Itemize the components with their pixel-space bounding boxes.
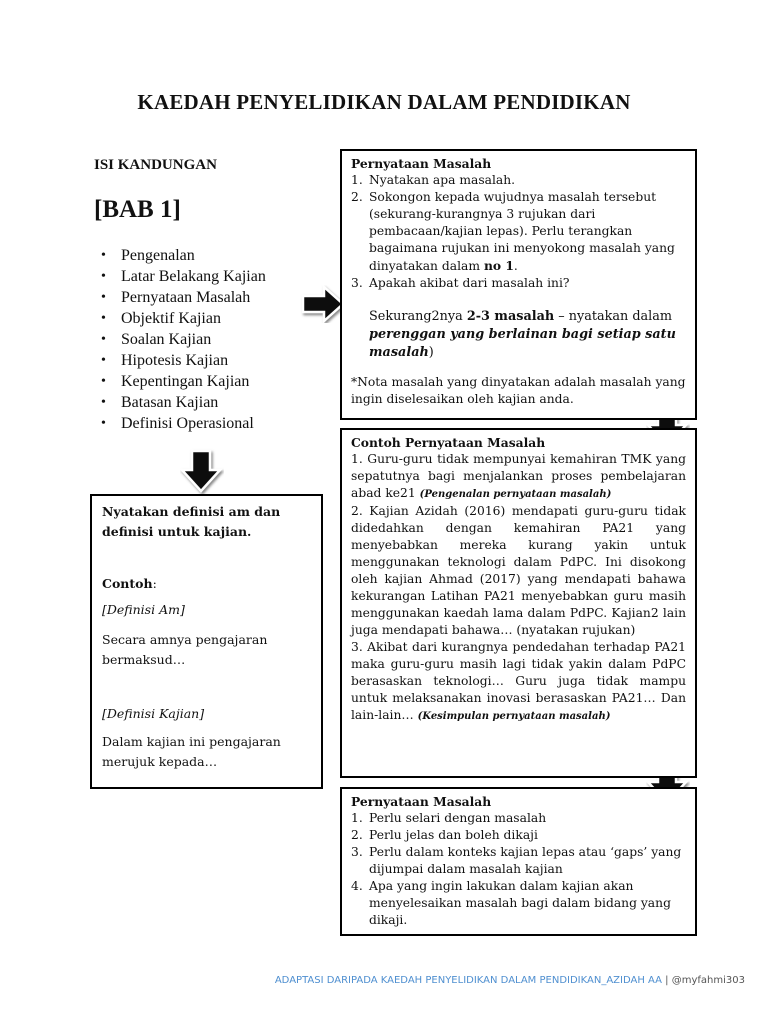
toc-item: • Soalan Kajian	[100, 329, 266, 350]
note-emphasis: 2-3 masalah	[466, 309, 555, 324]
footer-separator: |	[662, 975, 672, 986]
footer	[0, 975, 745, 986]
toc-item: • Pengenalan	[100, 245, 266, 266]
criteria-box: Pernyataan Masalah 1. Perlu selari dengan masalah 2. Perlu jelas dan boleh dikaji 3. Perlu dalam konteks kajian lepas atau ‘gaps’ yang dijumpai dalam masalah kajian 4. Apa yang ingin lakukan dalam kajian akan menyelesaikan masalah bagi dalam bidang yang dikaji.	[340, 787, 697, 936]
chapter-label: [BAB 1]	[94, 196, 181, 223]
toc-heading: ISI KANDUNGAN	[94, 157, 217, 173]
toc-item: • Objektif Kajian	[100, 308, 266, 329]
example-annotation: (Kesimpulan pernyataan masalah)	[417, 711, 611, 722]
note-italic: perenggan yang berlainan bagi setiap satu masalah	[369, 327, 676, 360]
footer-source: ADAPTASI DARIPADA KAEDAH PENYELIDIKAN DALAM PENDIDIKAN_AZIDAH AA	[274, 975, 662, 986]
general-definition-text: Secara amnya pengajaran bermaksud…	[102, 632, 268, 667]
criteria-item: Perlu dalam konteks kajian lepas atau ‘gaps’ yang dijumpai dalam masalah kajian	[369, 845, 682, 876]
page-title: KAEDAH PENYELIDIKAN DALAM PENDIDIKAN	[137, 90, 631, 114]
toc-item: • Definisi Operasional	[100, 413, 266, 434]
footer-handle: @myfahmi303	[671, 975, 745, 986]
problem-item: Sokongon kepada wujudnya masalah tersebut (sekurang-kurangnya 3 rujukan dari pembacaan/kajian lepas). Perlu terangkan bagaimana rujukan ini menyokong masalah yang dinyatakan dalam	[369, 190, 675, 273]
criteria-item: Perlu selari dengan masalah	[369, 811, 547, 825]
general-definition-label: [Definisi Am]	[102, 602, 185, 617]
example-paragraph: 1. Guru-guru tidak mempunyai kemahiran TMK yang sepatutnya bagi menjalankan proses pembelajaran abad ke21	[351, 452, 686, 500]
criteria-item: Apa yang ingin lakukan dalam kajian akan menyelesaikan masalah bagi dalam bidang yang dikaji.	[369, 879, 671, 927]
arrow-down-icon	[180, 448, 224, 494]
example-paragraph: 3. Akibat dari kurangnya pendedahan terhadap PA21 maka guru-guru masih lagi tidak yakin dalam PdPC berasaskan teknologi… Guru juga tidak mampu untuk melaksanakan inovasi berasaskan PA21… Dan lain-lain…	[351, 640, 686, 722]
problem-item-end: .	[513, 259, 518, 273]
definition-heading: Nyatakan definisi am dan definisi untuk kajian.	[102, 504, 281, 539]
problem-footnote: *Nota masalah yang dinyatakan adalah masalah yang ingin diselesaikan oleh kajian anda.	[351, 375, 686, 406]
toc-item: • Batasan Kajian	[100, 392, 266, 413]
toc-item: • Pernyataan Masalah	[100, 287, 266, 308]
example-paragraph: 2. Kajian Azidah (2016) mendapati guru-guru tidak didedahkan dengan kemahiran PA21 yang menyebabkan mereka kurang yakin untuk menggunakan teknologi dalam PdPC. Ini disokong oleh kajian Ahmad (2017) yang mendapati bahawa kekurangan Latihan PA21 menyebabkan guru masih menggunakan kaedah lama dalam PdPC. Kajian2 lain juga mendapati bahawa… (nyatakan rujukan)	[351, 504, 686, 637]
note-end: )	[428, 345, 434, 360]
problem-item: Apakah akibat dari masalah ini?	[369, 276, 570, 290]
note-middle: – nyatakan dalam	[554, 309, 672, 324]
criteria-heading: Pernyataan Masalah	[351, 794, 492, 809]
example-label: Contoh	[102, 576, 153, 591]
problem-item-emphasis: no 1	[483, 258, 514, 273]
problem-item: Nyatakan apa masalah.	[369, 173, 516, 187]
toc-list	[100, 245, 266, 434]
problem-heading: Pernyataan Masalah	[351, 156, 492, 171]
definition-box	[90, 494, 323, 789]
problem-statement-box: Pernyataan Masalah 1. Nyatakan apa masalah. 2. Sokongon kepada wujudnya masalah tersebut (sekurang-kurangnya 3 rujukan dari pembacaan/kajian lepas). Perlu terangkan bagaimana rujukan ini menyokong masalah yang dinyatakan dalam no 1. 3. Apakah akibat dari masalah ini? Sekurang2nya 2-3 masalah – nyatakan dalam perenggan yang berlainan bagi setiap satu masalah) *Nota masalah yang dinyatakan adalah masalah yang ingin diselesaikan oleh kajian anda.	[340, 149, 697, 420]
toc-item: • Latar Belakang Kajian	[100, 266, 266, 287]
study-definition-label: [Definisi Kajian]	[102, 706, 205, 721]
example-colon: :	[152, 576, 157, 591]
example-box	[340, 428, 697, 778]
criteria-item: Perlu jelas dan boleh dikaji	[369, 828, 538, 842]
toc-item: • Hipotesis Kajian	[100, 350, 266, 371]
example-annotation: (Pengenalan pernyataan masalah)	[419, 489, 612, 500]
toc-item: • Kepentingan Kajian	[100, 371, 266, 392]
note-prefix: Sekurang2nya	[369, 309, 463, 324]
example-heading: Contoh Pernyataan Masalah	[351, 435, 546, 450]
study-definition-text: Dalam kajian ini pengajaran merujuk kepada…	[102, 734, 281, 769]
